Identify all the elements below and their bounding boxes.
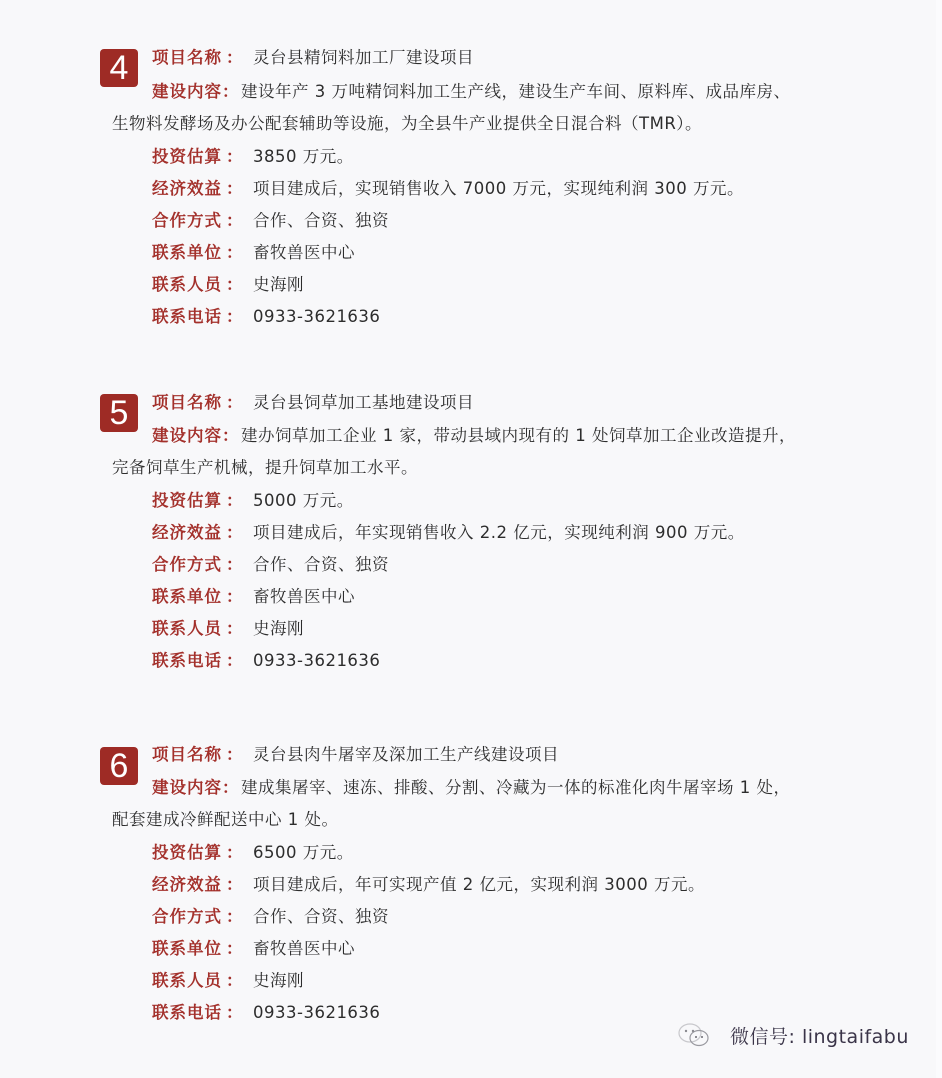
- investment-value: 6500 万元。: [253, 843, 354, 862]
- person-row: [152, 274, 304, 296]
- content-value-line1: 建设年产 3 万吨精饲料加工生产线，建设生产车间、原料库、成品库房、: [241, 82, 791, 101]
- colon: ：: [226, 907, 243, 926]
- colon: ：: [226, 491, 243, 510]
- investment-value: 5000 万元。: [253, 491, 354, 510]
- watermark-text: 微信号: lingtaifabu: [730, 1025, 909, 1048]
- unit-row: [152, 586, 355, 608]
- cooperation-label: 合作方式: [152, 211, 222, 230]
- content-row: [152, 81, 791, 103]
- project-name-row: [152, 744, 559, 766]
- content-value-line2: 配套建成冷鲜配送中心 1 处。: [112, 810, 339, 829]
- colon: ：: [222, 426, 239, 445]
- project-number-badge: 4: [100, 49, 138, 87]
- unit-value: 畜牧兽医中心: [253, 587, 355, 606]
- wechat-watermark: [676, 1020, 909, 1050]
- benefit-row: [152, 178, 744, 200]
- content-value-line2: 生物料发酵场及办公配套辅助等设施，为全县牛产业提供全日混合料（TMR）。: [112, 114, 703, 133]
- investment-label: 投资估算: [152, 147, 222, 166]
- project-name-row: [152, 392, 474, 414]
- investment-row: [152, 490, 354, 512]
- project-number-badge: 6: [100, 747, 138, 785]
- colon: ：: [226, 619, 243, 638]
- unit-value: 畜牧兽医中心: [253, 939, 355, 958]
- phone-row: [152, 1002, 380, 1024]
- content-continuation: [112, 113, 702, 135]
- investment-row: [152, 842, 354, 864]
- unit-value: 畜牧兽医中心: [253, 243, 355, 262]
- project-name-label: 项目名称: [152, 745, 222, 764]
- project-name-row: [152, 47, 474, 69]
- investment-row: [152, 146, 354, 168]
- phone-label: 联系电话: [152, 651, 222, 670]
- phone-row: [152, 306, 380, 328]
- phone-value: 0933-3621636: [253, 1003, 381, 1022]
- colon: ：: [226, 523, 243, 542]
- colon: ：: [222, 82, 239, 101]
- benefit-label: 经济效益: [152, 875, 222, 894]
- phone-value: 0933-3621636: [253, 307, 381, 326]
- content-continuation: [112, 809, 339, 831]
- benefit-row: [152, 874, 705, 896]
- cooperation-value: 合作、合资、独资: [253, 555, 389, 574]
- colon: ：: [226, 179, 243, 198]
- colon: ：: [226, 843, 243, 862]
- colon: ：: [226, 875, 243, 894]
- content-label: 建设内容: [152, 82, 222, 101]
- unit-label: 联系单位: [152, 587, 222, 606]
- phone-value: 0933-3621636: [253, 651, 381, 670]
- cooperation-value: 合作、合资、独资: [253, 211, 389, 230]
- colon: ：: [226, 971, 243, 990]
- project-name-value: 灵台县饲草加工基地建设项目: [253, 393, 474, 412]
- colon: ：: [226, 211, 243, 230]
- person-value: 史海刚: [253, 275, 304, 294]
- colon: ：: [226, 939, 243, 958]
- person-value: 史海刚: [253, 619, 304, 638]
- content-value-line1: 建办饲草加工企业 1 家，带动县域内现有的 1 处饲草加工企业改造提升，: [241, 426, 796, 445]
- colon: ：: [226, 651, 243, 670]
- phone-row: [152, 650, 380, 672]
- project-number-badge: 5: [100, 394, 138, 432]
- cooperation-row: [152, 906, 389, 928]
- person-label: 联系人员: [152, 275, 222, 294]
- colon: ：: [226, 275, 243, 294]
- person-value: 史海刚: [253, 971, 304, 990]
- page-edge: [936, 0, 942, 1078]
- project-name-value: 灵台县肉牛屠宰及深加工生产线建设项目: [253, 745, 559, 764]
- content-value-line1: 建成集屠宰、速冻、排酸、分割、冷藏为一体的标准化肉牛屠宰场 1 处，: [241, 778, 791, 797]
- person-label: 联系人员: [152, 971, 222, 990]
- person-row: [152, 618, 304, 640]
- colon: ：: [226, 147, 243, 166]
- colon: ：: [226, 587, 243, 606]
- content-value-line2: 完备饲草生产机械，提升饲草加工水平。: [112, 458, 418, 477]
- investment-value: 3850 万元。: [253, 147, 354, 166]
- benefit-value: 项目建成后，年可实现产值 2 亿元，实现利润 3000 万元。: [253, 875, 705, 894]
- colon: ：: [226, 243, 243, 262]
- colon: ：: [226, 1003, 243, 1022]
- benefit-label: 经济效益: [152, 179, 222, 198]
- cooperation-label: 合作方式: [152, 907, 222, 926]
- benefit-row: [152, 522, 745, 544]
- unit-row: [152, 938, 355, 960]
- benefit-value: 项目建成后，年实现销售收入 2.2 亿元，实现纯利润 900 万元。: [253, 523, 745, 542]
- colon: ：: [226, 555, 243, 574]
- project-name-label: 项目名称: [152, 393, 222, 412]
- project-name-label: 项目名称: [152, 48, 222, 67]
- colon: ：: [226, 745, 243, 764]
- content-label: 建设内容: [152, 778, 222, 797]
- investment-label: 投资估算: [152, 491, 222, 510]
- unit-row: [152, 242, 355, 264]
- cooperation-value: 合作、合资、独资: [253, 907, 389, 926]
- unit-label: 联系单位: [152, 243, 222, 262]
- project-name-value: 灵台县精饲料加工厂建设项目: [253, 48, 474, 67]
- cooperation-row: [152, 554, 389, 576]
- unit-label: 联系单位: [152, 939, 222, 958]
- colon: ：: [226, 307, 243, 326]
- benefit-value: 项目建成后，实现销售收入 7000 万元，实现纯利润 300 万元。: [253, 179, 744, 198]
- colon: ：: [222, 778, 239, 797]
- content-row: [152, 777, 791, 799]
- content-row: [152, 425, 796, 447]
- person-label: 联系人员: [152, 619, 222, 638]
- benefit-label: 经济效益: [152, 523, 222, 542]
- wechat-icon: [676, 1020, 712, 1050]
- cooperation-label: 合作方式: [152, 555, 222, 574]
- phone-label: 联系电话: [152, 1003, 222, 1022]
- colon: ：: [226, 393, 243, 412]
- person-row: [152, 970, 304, 992]
- content-label: 建设内容: [152, 426, 222, 445]
- investment-label: 投资估算: [152, 843, 222, 862]
- colon: ：: [226, 48, 243, 67]
- cooperation-row: [152, 210, 389, 232]
- phone-label: 联系电话: [152, 307, 222, 326]
- content-continuation: [112, 457, 418, 479]
